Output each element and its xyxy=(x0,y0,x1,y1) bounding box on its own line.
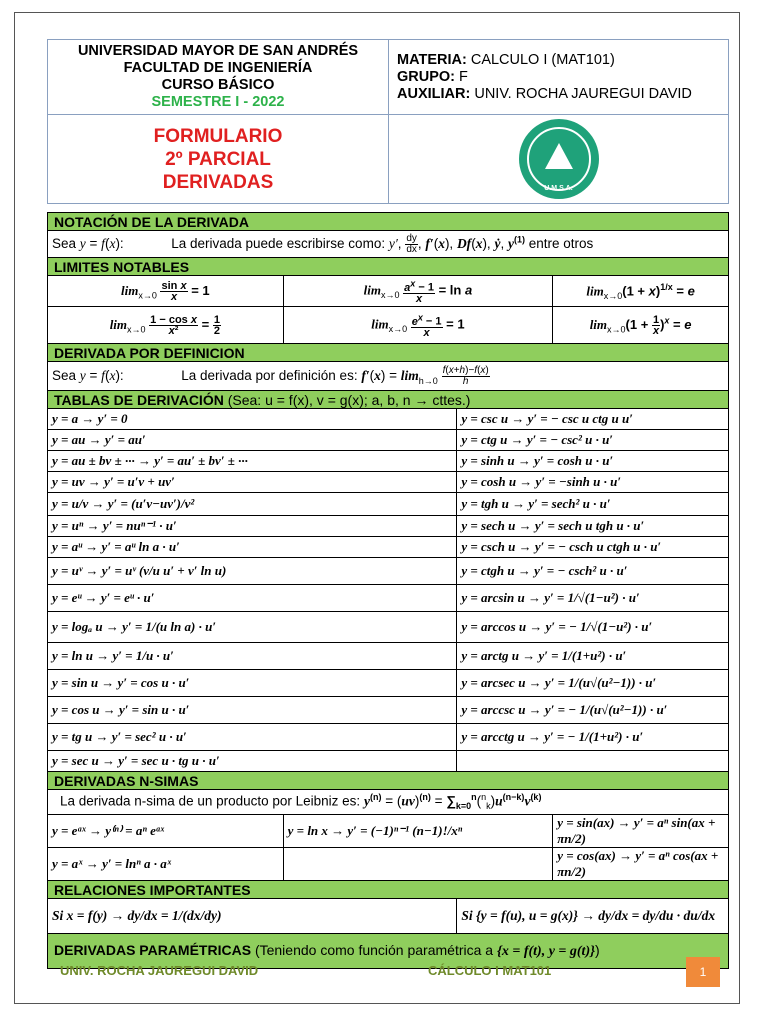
derivative-rule-right: y = csc u → y′ = − csc u ctg u u′ xyxy=(457,409,729,430)
semester: SEMESTRE I - 2022 xyxy=(151,94,285,110)
derivative-rule-right: y = arcctg u → y′ = − 1/(1+u²) · u′ xyxy=(457,724,729,751)
parametric-system: {x = f(t), y = g(t)} xyxy=(496,944,595,959)
derivative-rule-left: y = a → y′ = 0 xyxy=(48,409,457,430)
limit-ax: $\lim_{x\to 0}$ $\frac{a^x - 1}{x}$ = ln a xyxy=(283,276,553,307)
section-parametric-title: DERIVADAS PARAMÉTRICAS xyxy=(54,942,252,958)
notation-row: Sea y = f(x): La derivada puede escribirse como: y′, $\frac{dy}{dx}$ , f′(x), Df(x), ẏ, $y^{(1)}$ entre otros xyxy=(48,231,729,258)
derivative-rule-right: y = arcsec u → y′ = 1/(u√(u²−1)) · u′ xyxy=(457,670,729,697)
university-name: UNIVERSIDAD MAYOR DE SAN ANDRÉS xyxy=(77,43,359,59)
formula-table xyxy=(47,212,729,969)
materia-label: MATERIA: xyxy=(397,51,467,68)
footer-course: CÁLCULO I MAT101 xyxy=(428,963,552,978)
derivative-rule-left: y = logₐ u → y′ = 1/(u ln a) · u′ xyxy=(48,612,457,643)
nth-exp: y = eᵃˣ → y⁽ⁿ⁾ = aⁿ eᵃˣ xyxy=(48,815,284,848)
course-name: CURSO BÁSICO xyxy=(161,77,275,93)
derivative-rule-right: y = sinh u → y′ = cosh u · u′ xyxy=(457,451,729,472)
derivative-table-body xyxy=(48,409,729,772)
header-table xyxy=(47,39,729,204)
title-formulario: FORMULARIO xyxy=(153,125,283,147)
derivative-rule-right xyxy=(457,751,729,772)
nth-cos: y = cos(ax) → y′ = aⁿ cos(ax + πn/2) xyxy=(553,848,729,881)
nth-ax: y = aˣ → y′ = lnⁿ a · aˣ xyxy=(48,848,284,881)
logo-cell xyxy=(389,115,729,204)
definition-text: La derivada por definición es: xyxy=(181,367,358,383)
definition-row: Sea y = f(x): La derivada por definición es: $f'(x) = \lim_{h\to 0}$ $\frac{f(x+h)-f(x)}{h}$ xyxy=(48,362,729,391)
institution-cell xyxy=(48,40,389,115)
footer-author: UNIV. ROCHA JAUREGUI DAVID xyxy=(60,963,259,978)
section-nth-title: DERIVADAS N-SIMAS xyxy=(48,772,729,790)
nth-sin: y = sin(ax) → y′ = aⁿ sin(ax + πn/2) xyxy=(553,815,729,848)
title-cell xyxy=(48,115,389,204)
section-definition-title: DERIVADA POR DEFINICION xyxy=(48,344,729,362)
derivative-rule-left: y = uv → y′ = u′v + uv′ xyxy=(48,472,457,493)
derivative-rule-right: y = ctgh u → y′ = − csch² u · u′ xyxy=(457,558,729,585)
nth-ln: y = ln x → y′ = (−1)ⁿ⁻¹ (n−1)!/xⁿ xyxy=(283,815,553,848)
materia-value: CALCULO I (MAT101) xyxy=(470,51,615,68)
relation-inverse: Si x = f(y) → dy/dx = 1/(dx/dy) xyxy=(48,899,457,934)
section-relations-title: RELACIONES IMPORTANTES xyxy=(48,881,729,899)
auxiliar-label: AUXILIAR: xyxy=(397,85,471,102)
faculty-logo-icon xyxy=(519,119,599,199)
derivative-rule-left: y = ln u → y′ = 1/u · u′ xyxy=(48,643,457,670)
derivative-rule-left: y = au → y′ = au′ xyxy=(48,430,457,451)
derivative-rule-left: y = sin u → y′ = cos u · u′ xyxy=(48,670,457,697)
derivative-rule-right: y = sech u → y′ = sech u tgh u · u′ xyxy=(457,516,729,537)
parametric-text: (Teniendo como función paramétrica a xyxy=(254,942,494,958)
leibniz-text: La derivada n-sima de un producto por Leibniz es: xyxy=(60,793,361,809)
derivative-rule-left: y = cos u → y′ = sin u · u′ xyxy=(48,697,457,724)
logo-bottom-text: U.M.S.A. xyxy=(544,185,573,192)
derivative-rule-left: y = sec u → y′ = sec u · tg u · u′ xyxy=(48,751,457,772)
derivative-rule-left: y = au ± bv ± ··· → y′ = au′ ± bv′ ± ··· xyxy=(48,451,457,472)
limit-1plusx: $\lim_{x\to 0}(1 + x)^{1/x} = e$ xyxy=(553,276,729,307)
derivative-rule-right: y = cosh u → y′ = −sinh u · u′ xyxy=(457,472,729,493)
notation-tail: entre otros xyxy=(528,235,594,251)
section-tables-title: TABLAS DE DERIVACIÓN xyxy=(54,391,224,408)
grupo-label: GRUPO: xyxy=(397,68,455,85)
derivative-rule-left: y = aᵘ → y′ = aᵘ ln a · u′ xyxy=(48,537,457,558)
title-derivadas: DERIVADAS xyxy=(162,171,274,193)
auxiliar-value: UNIV. ROCHA JAUREGUI DAVID xyxy=(474,85,692,102)
relation-chain: Si {y = f(u), u = g(x)} → dy/dx = dy/du · du/dx xyxy=(457,899,729,934)
notation-text: La derivada puede escribirse como: xyxy=(171,235,386,251)
page-number-badge: 1 xyxy=(686,957,720,987)
derivative-rule-right: y = tgh u → y′ = sech² u · u′ xyxy=(457,493,729,516)
parametric-close: ) xyxy=(594,942,600,958)
leibniz-row: La derivada n-sima de un producto por Leibniz es: $y^{(n)} = (uv)^{(n)} = \sum_{k=0}^n(^n_k)u^{(n-k)}v^{(k)}$ xyxy=(48,790,729,815)
derivative-rule-right: y = csch u → y′ = − csch u ctgh u · u′ xyxy=(457,537,729,558)
derivative-rule-right: y = arcsin u → y′ = 1/√(1−u²) · u′ xyxy=(457,585,729,612)
derivative-rule-right: y = ctg u → y′ = − csc² u · u′ xyxy=(457,430,729,451)
derivative-rule-left: y = eᵘ → y′ = eᵘ · u′ xyxy=(48,585,457,612)
faculty-name: FACULTAD DE INGENIERÍA xyxy=(123,60,313,76)
title-parcial: 2º PARCIAL xyxy=(165,148,271,170)
derivative-rule-left: y = tg u → y′ = sec² u · u′ xyxy=(48,724,457,751)
derivative-rule-right: y = arctg u → y′ = 1/(1+u²) · u′ xyxy=(457,643,729,670)
derivative-rule-right: y = arccsc u → y′ = − 1/(u√(u²−1)) · u′ xyxy=(457,697,729,724)
derivative-rule-left: y = uᵛ → y′ = uᵛ (v/u u′ + v′ ln u) xyxy=(48,558,457,585)
nth-empty xyxy=(283,848,553,881)
section-notation-title: NOTACIÓN DE LA DERIVADA xyxy=(48,213,729,231)
derivative-rule-right: y = arccos u → y′ = − 1/√(1−u²) · u′ xyxy=(457,612,729,643)
derivative-rule-left: y = u/v → y′ = (u′v−uv′)/v² xyxy=(48,493,457,516)
limit-1plus1x: $\lim_{x\to 0}(1$ + $\frac{1}{x}$ )$^x$ = e xyxy=(553,307,729,344)
derivative-rule-left: y = uⁿ → y′ = nuⁿ⁻¹ · u′ xyxy=(48,516,457,537)
limit-ex: $\lim_{x\to 0}$ $\frac{e^x - 1}{x}$ = 1 xyxy=(283,307,553,344)
grupo-value: F xyxy=(459,68,468,85)
section-tables-subtitle: (Sea: u = f(x), v = g(x); a, b, n → cttes.) xyxy=(227,391,471,408)
limit-cosx: $\lim_{x\to 0}$ $\frac{\text{1 − cos x}}{\text{x²}}$ = $\frac{1}{2}$ xyxy=(48,307,284,344)
section-limits-title: LIMITES NOTABLES xyxy=(48,258,729,276)
limit-sinx: $\lim_{x\to 0}$ $\frac{\text{sin x}}{x}$ = 1 xyxy=(48,276,284,307)
course-info-cell xyxy=(389,40,729,115)
